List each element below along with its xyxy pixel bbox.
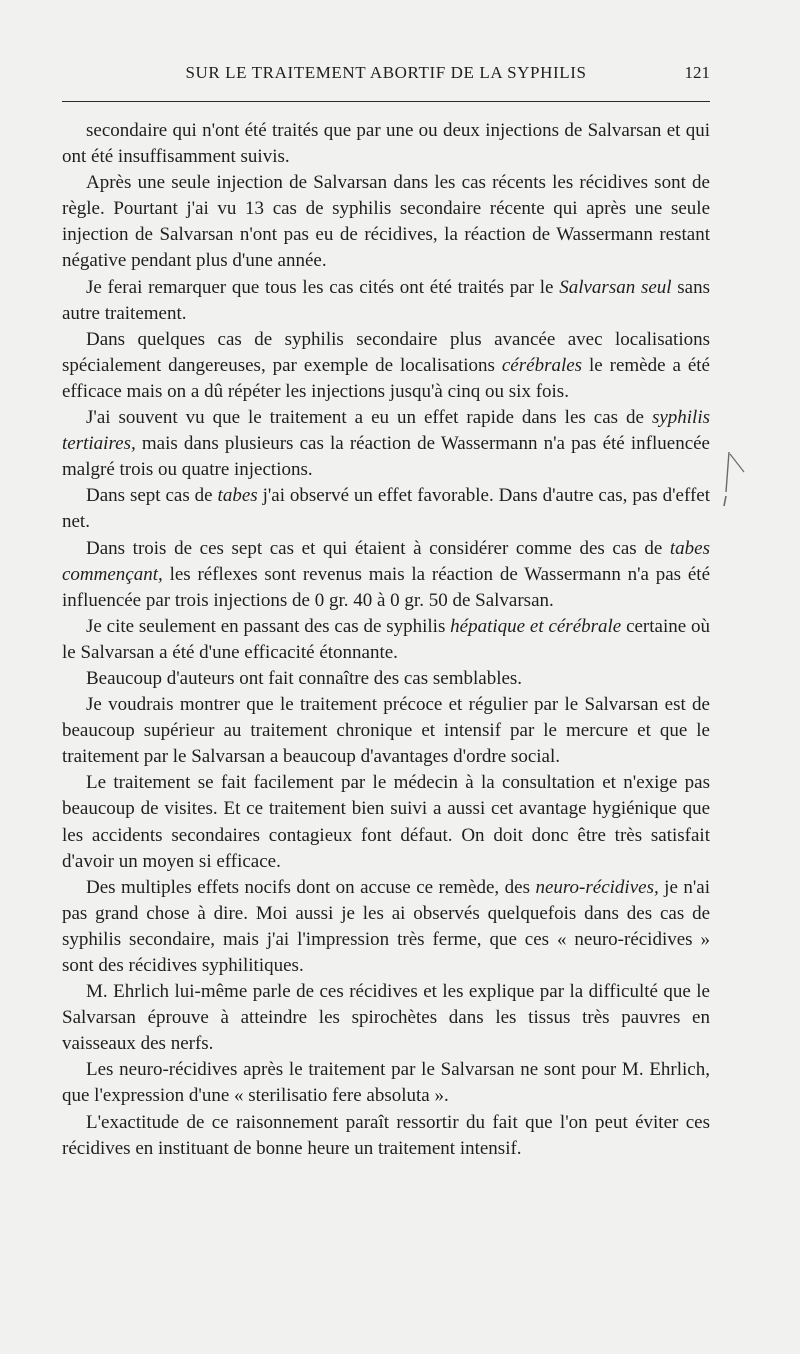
italic-run: cérébrales bbox=[501, 354, 583, 376]
italic-run: syphilis tertiaires, bbox=[62, 407, 710, 455]
text-run: le remède a été efficace mais on a dû répéter les injections jusqu'à cinq ou six fois. bbox=[62, 354, 710, 402]
text-run: Des multiples effets nocifs dont on accuse ce remède, des bbox=[86, 876, 536, 898]
paragraph bbox=[62, 979, 710, 1057]
paragraph bbox=[62, 692, 710, 770]
text-run: sans autre traitement. bbox=[62, 276, 711, 324]
paragraph bbox=[62, 1057, 710, 1109]
paragraph bbox=[62, 405, 710, 483]
italic-run: tabes commençant, bbox=[62, 537, 710, 585]
paragraph bbox=[62, 275, 710, 327]
text-run: les réflexes sont revenus mais la réaction de Wassermann n'a pas été influencée par trois injections de 0 gr. 40 à 0 gr. 50 de Salvarsan. bbox=[62, 563, 710, 611]
italic-run: tabes bbox=[217, 485, 258, 507]
running-head bbox=[62, 63, 710, 89]
margin-pencil-mark bbox=[720, 452, 750, 512]
text-run: L'exactitude de ce raisonnement paraît ressortir du fait que l'on peut éviter ces récidives en instituant de bonne heure un traitement intensif. bbox=[62, 1111, 710, 1159]
text-run: je n'ai pas grand chose à dire. Moi aussi je les ai observés quelquefois dans des cas de syphilis secondaire, mais j'ai l'impression très ferme, que ces « neuro-récidives » sont des récidives syphilitiques. bbox=[62, 876, 710, 976]
text-run: Les neuro-récidives après le traitement par le Salvarsan ne sont pour M. Ehrlich, que l'expression d'une « sterilisatio fere absoluta ». bbox=[62, 1059, 710, 1107]
text-run: Dans quelques cas de syphilis secondaire plus avancée avec localisations spécialement dangereuses, par exemple de localisations bbox=[62, 328, 710, 376]
paragraph bbox=[62, 770, 710, 874]
text-run: Dans sept cas de bbox=[86, 485, 218, 507]
paragraph bbox=[62, 666, 710, 692]
paragraph bbox=[62, 327, 710, 405]
text-run: certaine où le Salvarsan a été d'une efficacité étonnante. bbox=[62, 615, 711, 663]
page-number: 121 bbox=[684, 63, 710, 82]
text-run: Après une seule injection de Salvarsan dans les cas récents les récidives sont de règle. Pourtant j'ai vu 13 cas de syphilis secondaire récente qui après une seule injection de Salvarsan n'ont pas eu de récidives, la réaction de Wassermann restant négative pendant plus d'une année. bbox=[62, 172, 710, 272]
italic-run: hépatique et cérébrale bbox=[450, 615, 622, 637]
paragraph bbox=[62, 536, 710, 614]
paragraph bbox=[62, 875, 710, 979]
text-run: Je voudrais montrer que le traitement précoce et régulier par le Salvarsan est de beaucoup supérieur au traitement chronique et intensif par le mercure et que le traitement par le Salvarsan a beaucoup d'avantages d'ordre social. bbox=[62, 694, 710, 768]
italic-run: Salvarsan seul bbox=[559, 276, 672, 298]
paragraph bbox=[62, 170, 710, 274]
paragraph bbox=[62, 483, 710, 535]
running-title: SUR LE TRAITEMENT ABORTIF DE LA SYPHILIS bbox=[185, 63, 587, 82]
text-run: M. Ehrlich lui-même parle de ces récidives et les explique par la difficulté que le Salvarsan éprouve à atteindre les spirochètes dans les tissus très pauvres en vaisseaux des nerfs. bbox=[62, 981, 710, 1055]
paragraph bbox=[62, 118, 710, 170]
text-run: Beaucoup d'auteurs ont fait connaître des cas semblables. bbox=[86, 667, 523, 689]
text-run: j'ai observé un effet favorable. Dans d'autre cas, pas d'effet net. bbox=[62, 485, 710, 533]
text-run: secondaire qui n'ont été traités que par une ou deux injections de Salvarsan et qui ont été insuffisamment suivis. bbox=[62, 120, 710, 168]
text-run: Dans trois de ces sept cas et qui étaient à considérer comme des cas de bbox=[86, 537, 670, 559]
body-text bbox=[62, 118, 710, 1162]
paragraph bbox=[62, 1110, 710, 1162]
text-run: Je cite seulement en passant des cas de syphilis bbox=[86, 615, 451, 637]
text-run: Je ferai remarquer que tous les cas cités ont été traités par le bbox=[86, 276, 560, 298]
paragraph bbox=[62, 614, 710, 666]
italic-run: neuro-récidives, bbox=[535, 876, 659, 898]
text-run: J'ai souvent vu que le traitement a eu un effet rapide dans les cas de bbox=[86, 407, 652, 429]
header-rule bbox=[62, 101, 710, 102]
text-run: Le traitement se fait facilement par le médecin à la consultation et n'exige pas beaucoup de visites. Et ce traitement bien suivi a aussi cet avantage hygiénique que les accidents secondaires contagieux font défaut. On doit donc être très satisfait d'avoir un moyen si efficace. bbox=[62, 772, 710, 872]
text-run: mais dans plusieurs cas la réaction de Wassermann n'a pas été influencée malgré trois ou quatre injections. bbox=[62, 433, 710, 481]
